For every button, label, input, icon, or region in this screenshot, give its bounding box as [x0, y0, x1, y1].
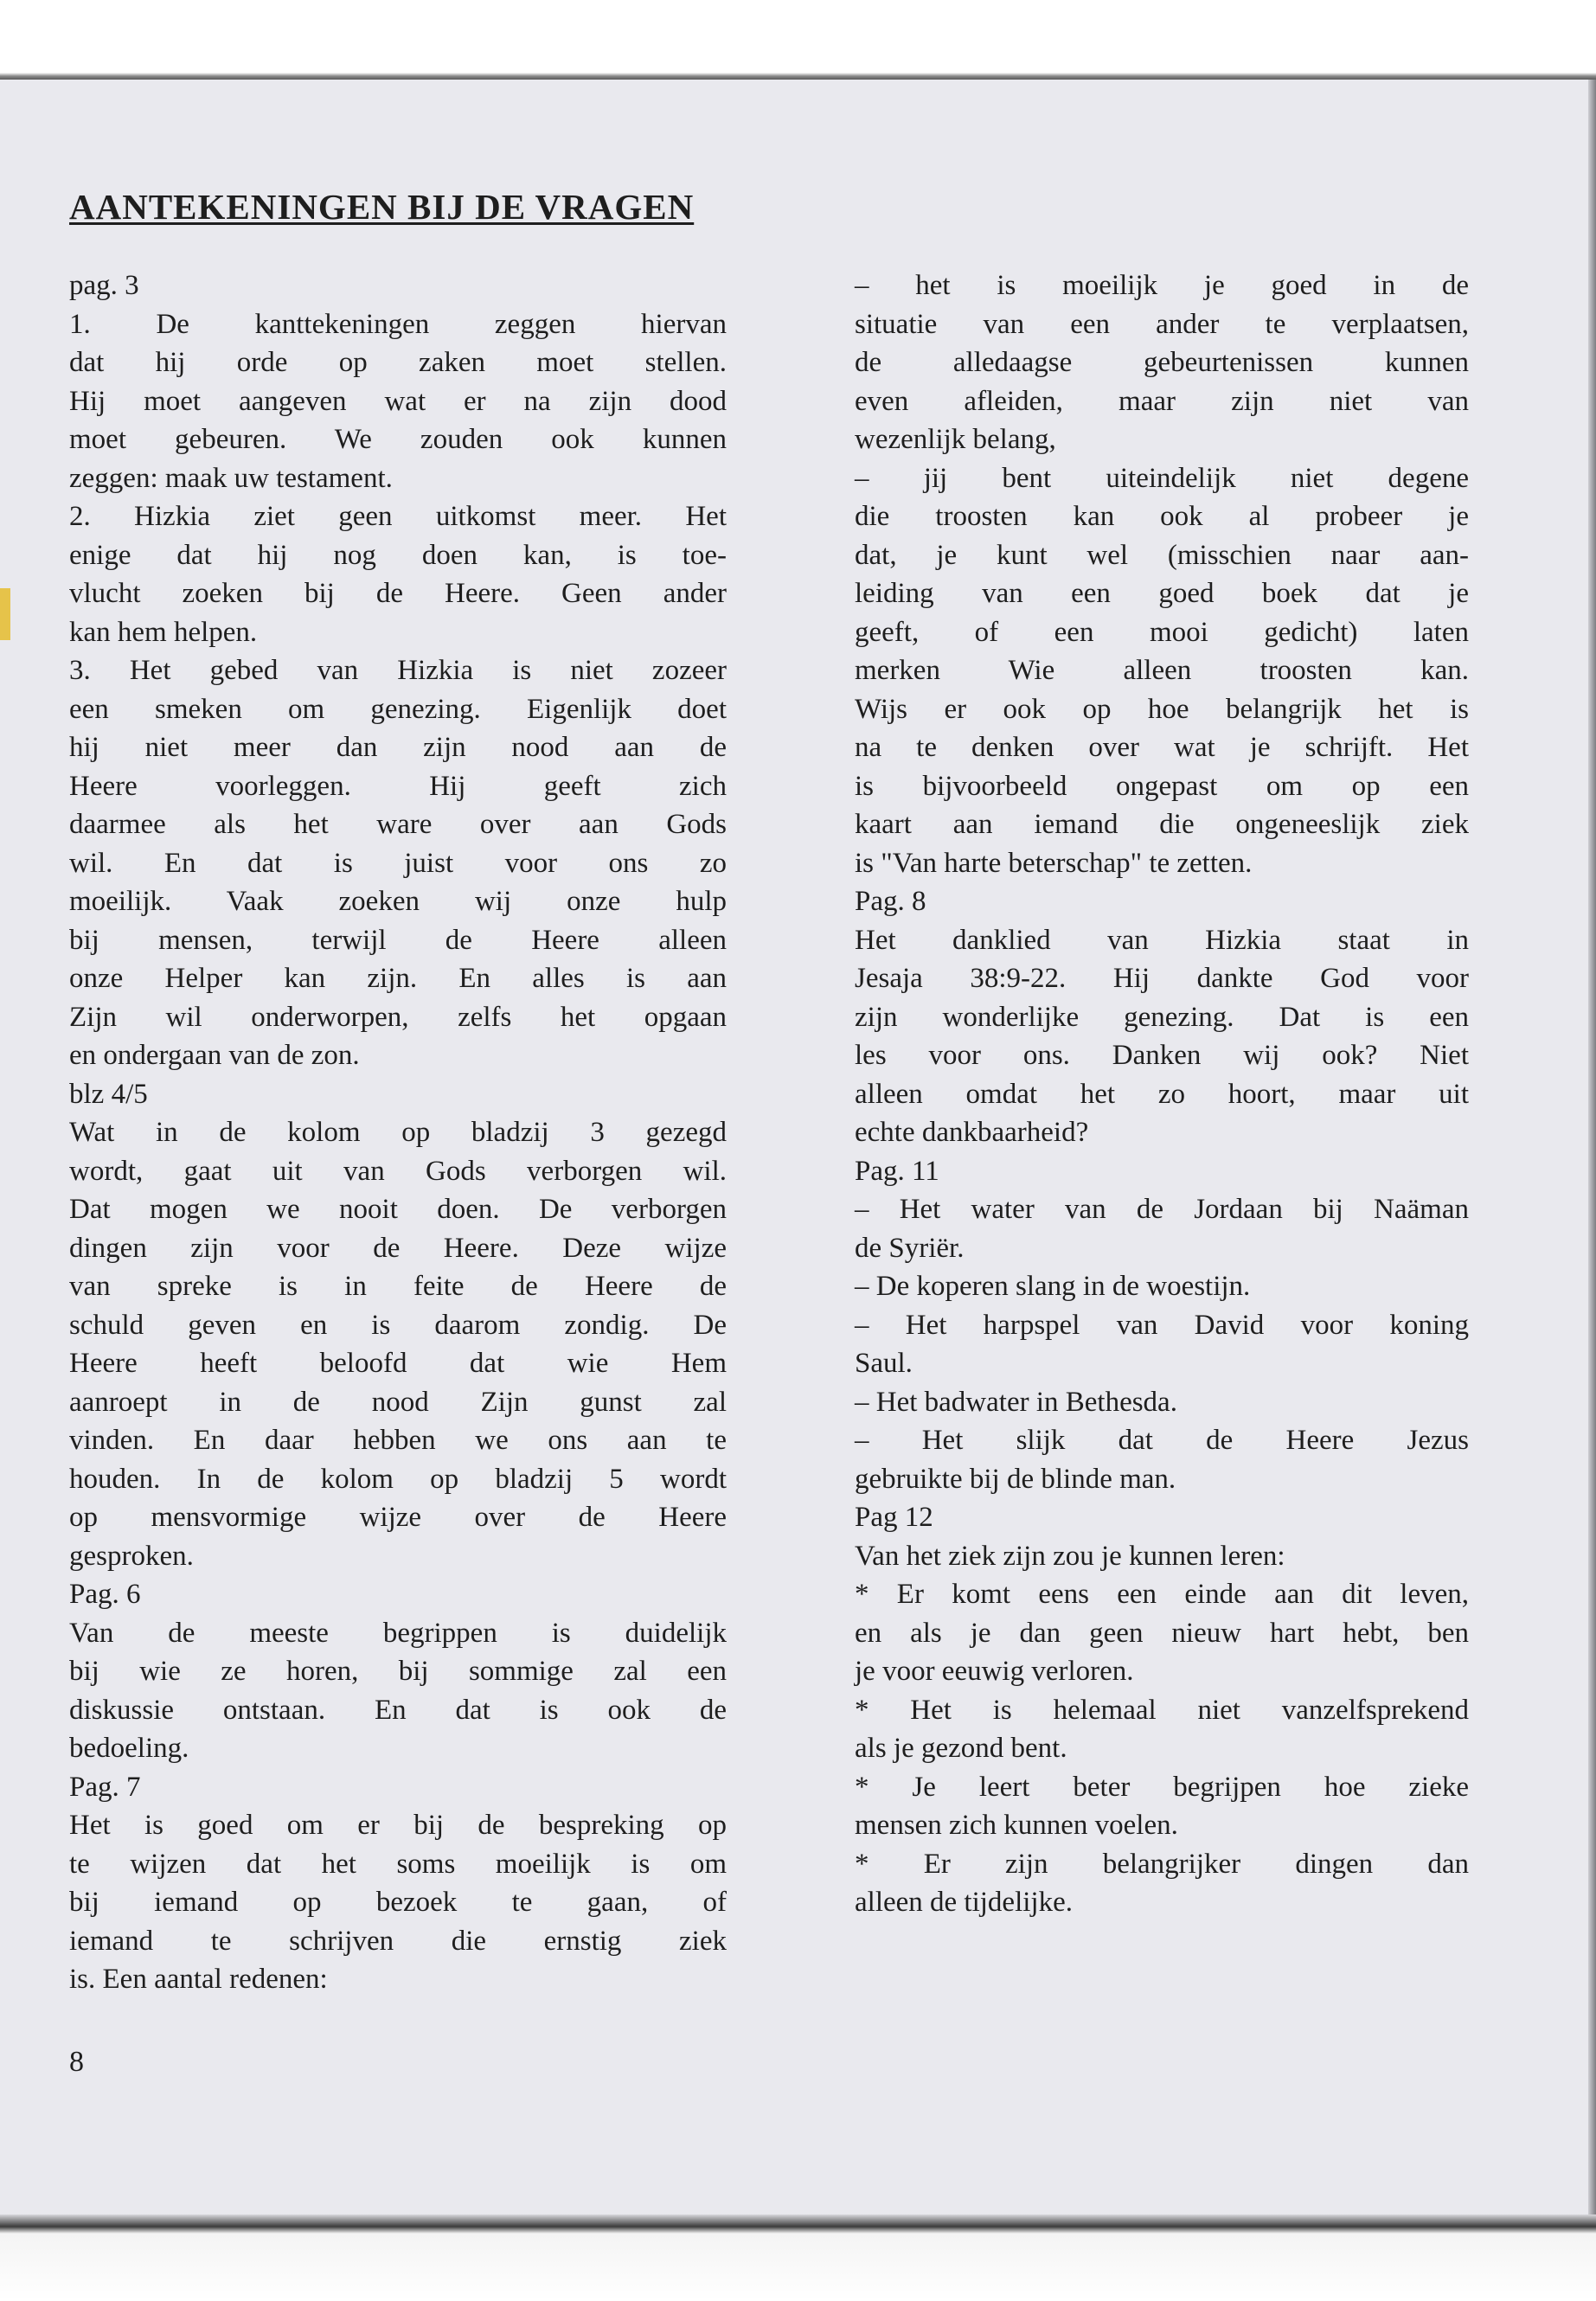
text-line: gebruikte bij de blinde man.	[855, 1463, 1176, 1495]
text-line: Dat mogen we nooit doen. De verborgen	[69, 1194, 727, 1225]
right-column	[855, 266, 1469, 1922]
text-line: schuld geven en is daarom zondig. De	[69, 1309, 727, 1341]
text-line: op mensvormige wijze over de Heere	[69, 1502, 727, 1533]
text-line: dingen zijn voor de Heere. Deze wijze	[69, 1232, 727, 1264]
text-line: wezenlijk belang,	[855, 424, 1056, 455]
text-line: is. Een aantal redenen:	[69, 1964, 328, 1995]
scan-background-top	[0, 0, 1596, 80]
text-line: Heere heeft beloofd dat wie Hem	[69, 1348, 727, 1379]
text-line: Pag. 7	[69, 1771, 141, 1803]
text-line: Heere voorleggen. Hij geeft zich	[69, 770, 727, 802]
text-line: wil. En dat is juist voor ons zo	[69, 847, 727, 879]
book-spine-edge	[1588, 80, 1596, 2225]
text-line: geeft, of een mooi gedicht) laten	[855, 616, 1469, 648]
text-line: enige dat hij nog doen kan, is toe-	[69, 539, 727, 571]
text-line: Pag. 8	[855, 886, 926, 917]
text-line: * Er komt eens een einde aan dit leven,	[855, 1579, 1469, 1610]
text-line: die troosten kan ook al probeer je	[855, 501, 1469, 532]
text-line: Pag 12	[855, 1502, 933, 1533]
text-line: – Het badwater in Bethesda.	[855, 1386, 1177, 1418]
text-line: moeilijk. Vaak zoeken wij onze hulp	[69, 886, 727, 917]
text-line: Saul.	[855, 1348, 913, 1379]
text-line: bij iemand op bezoek te gaan, of	[69, 1887, 727, 1918]
text-line: kan hem helpen.	[69, 616, 258, 648]
text-line: vinden. En daar hebben we ons aan te	[69, 1425, 727, 1456]
text-line: alleen omdat het zo hoort, maar uit	[855, 1078, 1469, 1110]
text-line: Van de meeste begrippen is duidelijk	[69, 1617, 727, 1649]
text-line: hij niet meer dan zijn nood aan de	[69, 732, 727, 763]
text-line: Pag. 6	[69, 1579, 141, 1610]
text-line: bij wie ze horen, bij sommige zal een	[69, 1656, 727, 1687]
text-line: 2. Hizkia ziet geen uitkomst meer. Het	[69, 501, 727, 532]
text-line: bedoeling.	[69, 1733, 189, 1764]
text-line: bij mensen, terwijl de Heere alleen	[69, 924, 727, 956]
page-edge-tab	[0, 588, 10, 640]
text-line: daarmee als het ware over aan Gods	[69, 809, 727, 840]
text-line: even afleiden, maar zijn niet van	[855, 385, 1469, 417]
text-line: Zijn wil onderworpen, zelfs het opgaan	[69, 1001, 727, 1033]
text-line: Wijs er ook op hoe belangrijk het is	[855, 693, 1469, 725]
text-line: dat hij orde op zaken moet stellen.	[69, 347, 727, 378]
text-line: * Het is helemaal niet vanzelfsprekend	[855, 1694, 1469, 1726]
text-line: pag. 3	[69, 270, 139, 301]
text-line: Van het ziek zijn zou je kunnen leren:	[855, 1540, 1285, 1572]
text-line: de Syriër.	[855, 1232, 965, 1264]
text-line: – het is moeilijk je goed in de	[855, 270, 1469, 301]
text-line: Wat in de kolom op bladzij 3 gezegd	[69, 1117, 727, 1148]
text-line: houden. In de kolom op bladzij 5 wordt	[69, 1463, 727, 1495]
text-line: moet gebeuren. We zouden ook kunnen	[69, 424, 727, 455]
text-line: Pag. 11	[855, 1155, 939, 1187]
text-line: mensen zich kunnen voelen.	[855, 1810, 1178, 1841]
text-line: Het is goed om er bij de bespreking op	[69, 1810, 727, 1841]
text-line: – jij bent uiteindelijk niet degene	[855, 462, 1469, 494]
text-line: alleen de tijdelijke.	[855, 1887, 1073, 1918]
text-line: de alledaagse gebeurtenissen kunnen	[855, 347, 1469, 378]
text-line: blz 4/5	[69, 1078, 148, 1110]
text-line: aanroept in de nood Zijn gunst zal	[69, 1386, 727, 1418]
text-line: na te denken over wat je schrijft. Het	[855, 732, 1469, 763]
text-line: dat, je kunt wel (misschien naar aan-	[855, 539, 1469, 571]
text-line: onze Helper kan zijn. En alles is aan	[69, 963, 727, 994]
text-line: – Het water van de Jordaan bij Naäman	[855, 1194, 1469, 1225]
text-line: merken Wie alleen troosten kan.	[855, 655, 1469, 686]
text-line: en ondergaan van de zon.	[69, 1040, 360, 1071]
text-line: is bijvoorbeeld ongepast om op een	[855, 770, 1469, 802]
text-line: echte dankbaarheid?	[855, 1117, 1089, 1148]
text-line: Jesaja 38:9-22. Hij dankte God voor	[855, 963, 1469, 994]
text-line: als je gezond bent.	[855, 1733, 1067, 1764]
text-line: * Je leert beter begrijpen hoe zieke	[855, 1771, 1469, 1803]
left-column	[69, 266, 727, 1999]
text-line: te wijzen dat het soms moeilijk is om	[69, 1848, 727, 1880]
text-line: 3. Het gebed van Hizkia is niet zozeer	[69, 655, 727, 686]
text-line: zeggen: maak uw testament.	[69, 462, 393, 494]
text-line: en als je dan geen nieuw hart hebt, ben	[855, 1617, 1469, 1649]
text-line: een smeken om genezing. Eigenlijk doet	[69, 693, 727, 725]
text-line: les voor ons. Danken wij ook? Niet	[855, 1040, 1469, 1071]
text-line: Het danklied van Hizkia staat in	[855, 924, 1469, 956]
scan-background-bottom	[0, 2214, 1596, 2301]
text-line: – Het harpspel van David voor koning	[855, 1309, 1469, 1341]
text-line: je voor eeuwig verloren.	[855, 1656, 1134, 1687]
text-line: is "Van harte beterschap" te zetten.	[855, 847, 1253, 879]
text-line: iemand te schrijven die ernstig ziek	[69, 1925, 727, 1957]
text-line: leiding van een goed boek dat je	[855, 578, 1469, 609]
text-line: gesproken.	[69, 1540, 194, 1572]
text-line: * Er zijn belangrijker dingen dan	[855, 1848, 1469, 1880]
page-title: AANTEKENINGEN BIJ DE VRAGEN	[69, 187, 695, 227]
text-line: diskussie ontstaan. En dat is ook de	[69, 1694, 727, 1726]
text-line: zijn wonderlijke genezing. Dat is een	[855, 1001, 1469, 1033]
text-line: 1. De kanttekeningen zeggen hiervan	[69, 308, 727, 340]
text-line: – De koperen slang in de woestijn.	[855, 1271, 1251, 1302]
text-line: van spreke is in feite de Heere de	[69, 1271, 727, 1302]
text-line: kaart aan iemand die ongeneeslijk ziek	[855, 809, 1469, 840]
text-line: wordt, gaat uit van Gods verborgen wil.	[69, 1155, 727, 1187]
text-line: vlucht zoeken bij de Heere. Geen ander	[69, 578, 727, 609]
page-number: 8	[69, 2046, 84, 2078]
text-line: situatie van een ander te verplaatsen,	[855, 308, 1469, 340]
text-line: Hij moet aangeven wat er na zijn dood	[69, 385, 727, 417]
text-line: – Het slijk dat de Heere Jezus	[855, 1425, 1469, 1456]
